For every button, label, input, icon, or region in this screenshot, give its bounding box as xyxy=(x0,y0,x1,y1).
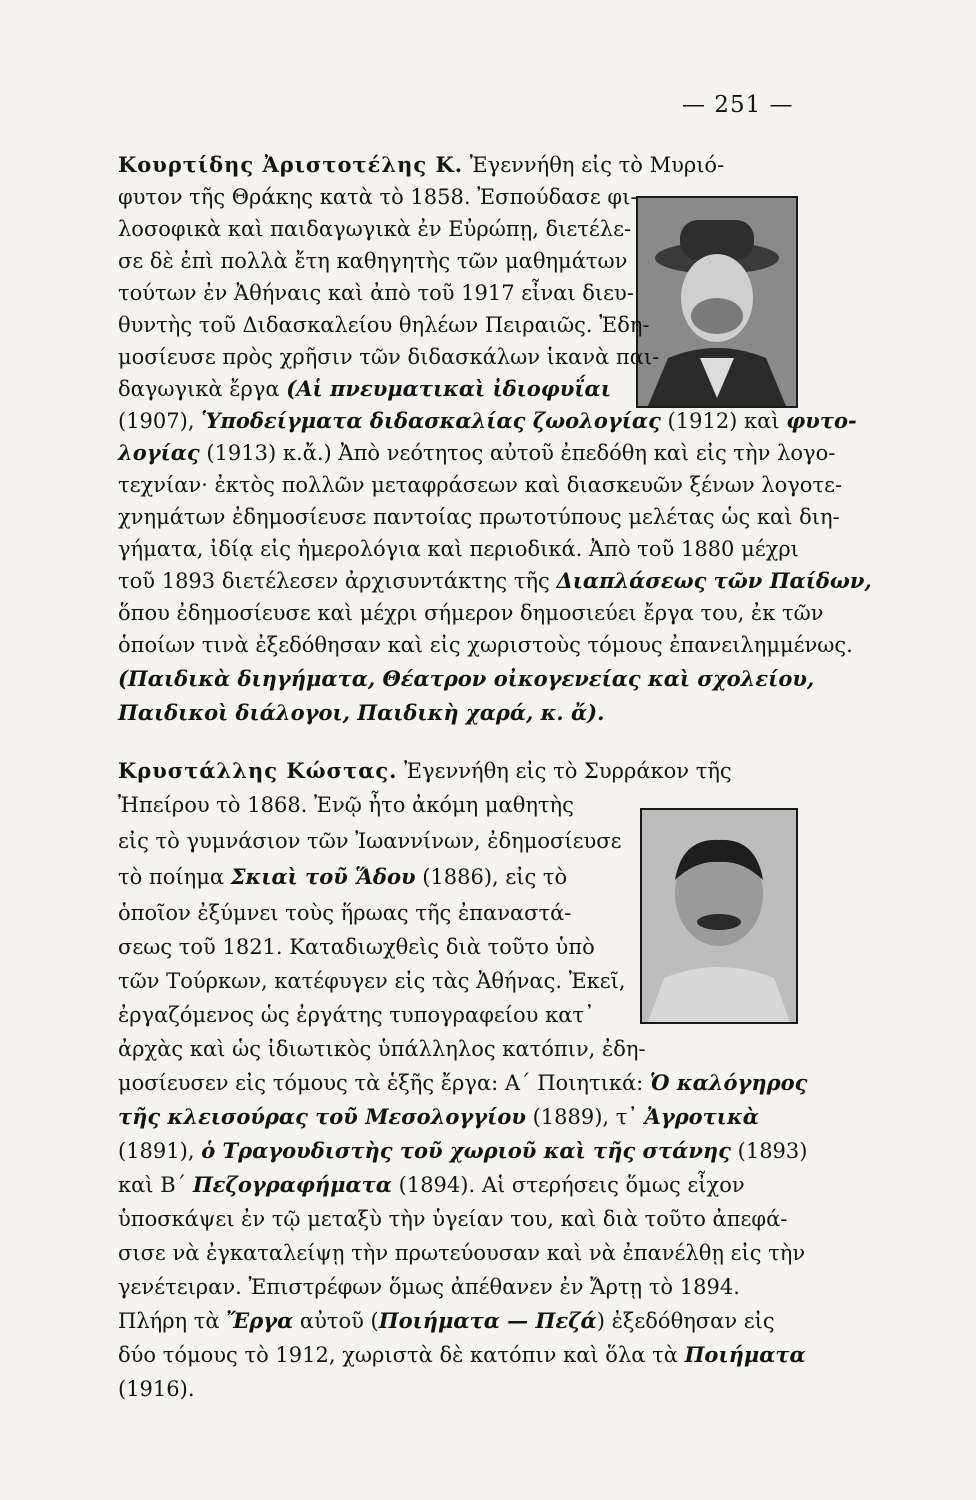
work-title: Ὁ καλόγηρος xyxy=(649,1070,808,1095)
page-number: — 251 — xyxy=(682,92,794,118)
portrait-krystallis xyxy=(640,808,798,1024)
text-line: μοσίευσε πρὸς χρῆσιν τῶν διδασκάλων ἱκανὰ παι- xyxy=(118,345,660,369)
text-line: μοσίευσεν εἰς τόμους τὰ ἑξῆς ἔργα: Α΄ Ποιητικά: Ὁ καλόγηρος xyxy=(118,1070,808,1095)
text-line: τὸ ποίημα Σκιαὶ τοῦ Ἅδου (1886), εἰς τὸ xyxy=(118,864,568,889)
work-title: Πεζογραφήματα xyxy=(192,1172,392,1197)
text-line: (1916). xyxy=(118,1377,195,1401)
work-title: φυτο- xyxy=(786,408,857,433)
text-line: δαγωγικὰ ἔργα (Αἱ πνευματικαὶ ἰδιοφυΐαι xyxy=(118,376,611,401)
text-line: σισε νὰ ἐγκαταλείψῃ τὴν πρωτεύουσαν καὶ νὰ ἐπανέλθῃ εἰς τὴν xyxy=(118,1241,806,1265)
text-line: τῶν Τούρκων, κατέφυγεν εἰς τὰς Ἀθήνας. Ἐκεῖ, xyxy=(118,969,626,993)
text-line: φυτον τῆς Θράκης κατὰ τὸ 1858. Ἐσπούδασε φι- xyxy=(118,185,638,209)
text-line: Κουρτίδης Ἀριστοτέλης Κ. Ἐγεννήθη εἰς τὸ Μυριό- xyxy=(118,152,725,177)
text-line: χνημάτων ἐδημοσίευσε παντοίας πρωτοτύπους μελέτας ὡς καὶ διη- xyxy=(118,505,840,529)
entry-heading: Κρυστάλλης Κώστας. xyxy=(118,758,398,783)
work-title: λογίας xyxy=(118,440,200,465)
work-title: τῆς κλεισούρας τοῦ Μεσολογγίου xyxy=(118,1104,526,1129)
text-line: σεως τοῦ 1821. Καταδιωχθεὶς διὰ τοῦτο ὑπὸ xyxy=(118,935,595,959)
work-title: (Αἱ πνευματικαὶ ἰδιοφυΐαι xyxy=(286,376,611,401)
text-line: καὶ Β΄ Πεζογραφήματα (1894). Αἱ στερήσεις ὅμως εἶχον xyxy=(118,1172,745,1197)
text-line: (1907), Ὑποδείγματα διδασκαλίας ζωολογίας (1912) καὶ φυτο- xyxy=(118,408,857,433)
text-line: γήματα, ἰδίᾳ εἰς ἡμερολόγια καὶ περιοδικά. Ἀπὸ τοῦ 1880 μέχρι xyxy=(118,537,799,561)
text-line: Παιδικοὶ διάλογοι, Παιδικὴ χαρά, κ. ἄ). xyxy=(118,700,605,725)
text-line: τούτων ἐν Ἀθήναις καὶ ἀπὸ τοῦ 1917 εἶναι διευ- xyxy=(118,281,634,305)
work-title: Ποιήματα xyxy=(684,1342,806,1367)
text-line: Πλήρη τὰ Ἔργα αὐτοῦ (Ποιήματα — Πεζά) ἐξεδόθησαν εἰς xyxy=(118,1308,775,1333)
text-line: δύο τόμους τὸ 1912, χωριστὰ δὲ κατόπιν καὶ ὅλα τὰ Ποιήματα xyxy=(118,1342,806,1367)
work-title: ὁ Τραγουδιστὴς τοῦ χωριοῦ καὶ τῆς στάνης xyxy=(201,1138,731,1163)
work-title: Σκιαὶ τοῦ Ἅδου xyxy=(230,864,416,889)
text-line: ὁποίων τινὰ ἐξεδόθησαν καὶ εἰς χωριστοὺς τόμους ἐπανειλημμένως. xyxy=(118,633,853,657)
text-line: (1891), ὁ Τραγουδιστὴς τοῦ χωριοῦ καὶ τῆς στάνης (1893) xyxy=(118,1138,808,1163)
work-title: Ποιήματα — Πεζά xyxy=(378,1308,597,1333)
text-line: ὁποῖον ἐξύμνει τοὺς ἥρωας τῆς ἐπαναστά- xyxy=(118,901,572,925)
text-line: Κρυστάλλης Κώστας. Ἐγεννήθη εἰς τὸ Συρράκον τῆς xyxy=(118,758,732,783)
text-line: τοῦ 1893 διετέλεσεν ἀρχισυντάκτης τῆς Διαπλάσεως τῶν Παίδων, xyxy=(118,568,872,593)
text-line: ὅπου ἐδημοσίευσε καὶ μέχρι σήμερον δημοσιεύει ἔργα του, ἐκ τῶν xyxy=(118,601,824,625)
text-line: ἐργαζόμενος ὡς ἐργάτης τυπογραφείου κατ᾽ xyxy=(118,1003,595,1027)
text-line: θυντὴς τοῦ Διδασκαλείου θηλέων Πειραιῶς. Ἐδη- xyxy=(118,313,650,337)
work-title: Ὑποδείγματα διδασκαλίας ζωολογίας xyxy=(201,408,661,433)
portrait-kourtidis xyxy=(636,196,798,408)
portrait-figure-icon xyxy=(638,198,796,406)
text-line: λοσοφικὰ καὶ παιδαγωγικὰ ἐν Εὐρώπῃ, διετέλε- xyxy=(118,217,632,241)
work-title: Διαπλάσεως τῶν Παίδων, xyxy=(556,568,872,593)
text-line: ὑποσκάψει ἐν τῷ μεταξὺ τὴν ὑγείαν του, καὶ διὰ τοῦτο ἀπεφά- xyxy=(118,1207,788,1231)
text-line: γενέτειραν. Ἐπιστρέφων ὅμως ἀπέθανεν ἐν Ἄρτῃ τὸ 1894. xyxy=(118,1275,740,1299)
text-line: Ἠπείρου τὸ 1868. Ἐνῷ ἦτο ἀκόμη μαθητὴς xyxy=(118,793,574,817)
text-line: ἀρχὰς καὶ ὡς ἰδιωτικὸς ὑπάλληλος κατόπιν, ἐδη- xyxy=(118,1037,646,1061)
portrait-figure-icon xyxy=(642,810,796,1022)
text-line: τεχνίαν· ἐκτὸς πολλῶν μεταφράσεων καὶ διασκευῶν ξένων λογοτε- xyxy=(118,473,843,497)
text-line: λογίας (1913) κ.ἄ.) Ἀπὸ νεότητος αὐτοῦ ἐπεδόθη καὶ εἰς τὴν λογο- xyxy=(118,440,836,465)
text-line: τῆς κλεισούρας τοῦ Μεσολογγίου (1889), τ᾽ Ἀγροτικὰ xyxy=(118,1104,759,1129)
entry-heading: Κουρτίδης Ἀριστοτέλης Κ. xyxy=(118,152,464,177)
text-line: σε δὲ ἐπὶ πολλὰ ἔτη καθηγητὴς τῶν μαθημάτων xyxy=(118,249,628,273)
work-title: Ἀγροτικὰ xyxy=(644,1104,759,1129)
work-title: Ἔργα xyxy=(226,1308,294,1333)
text-line: (Παιδικὰ διηγήματα, Θέατρον οἰκογενείας καὶ σχολείου, xyxy=(118,666,815,691)
text-line: εἰς τὸ γυμνάσιον τῶν Ἰωαννίνων, ἐδημοσίευσε xyxy=(118,829,622,853)
